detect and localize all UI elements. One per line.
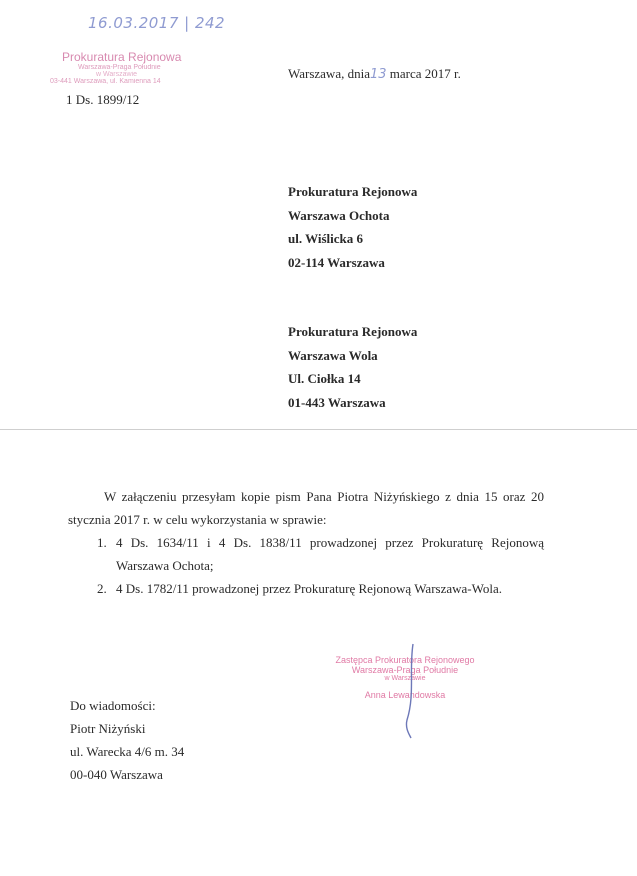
stamp-line: Zastępca Prokuratora Rejonowego	[335, 655, 475, 665]
cc-heading: Do wiadomości:	[70, 698, 156, 713]
handwritten-registration: 16.03.2017 | 242	[88, 14, 226, 32]
stamp-line: Warszawa-Praga Południe	[351, 665, 459, 675]
recipient-address-1	[288, 184, 417, 278]
stamp-line: 03-441 Warszawa, ul. Kamienna 14	[50, 78, 161, 85]
stamp-line: w Warszawie	[384, 675, 426, 682]
date-day-handwritten: 13	[369, 67, 387, 82]
scan-artifact-line	[0, 429, 637, 430]
carbon-copy-block	[70, 694, 184, 786]
case-list-item: 1. 4 Ds. 1634/11 i 4 Ds. 1838/11 prowadzonej przez Prokuraturę Rejonową Warszawa Ochota;	[110, 531, 544, 577]
cc-street: ul. Warecka 4/6 m. 34	[70, 744, 185, 759]
date-prefix: Warszawa, dnia	[288, 66, 370, 81]
address-line: ul. Wiślicka 6	[288, 231, 364, 246]
address-line: 02-114 Warszawa	[288, 254, 385, 270]
address-line: 01-443 Warszawa	[288, 394, 386, 410]
signatory-name: Anna Lewandowska	[364, 690, 446, 700]
address-line: Ul. Ciołka 14	[288, 371, 361, 386]
letter-body	[68, 485, 544, 600]
date-suffix: marca 2017 r.	[389, 66, 461, 81]
case-number: 1 Ds. 1899/12	[66, 92, 140, 107]
prosecutor-office-stamp	[50, 50, 200, 85]
stamp-line: Prokuratura Rejonowa	[62, 50, 182, 64]
address-line: Warszawa Wola	[288, 347, 378, 363]
cc-city: 00-040 Warszawa	[70, 767, 163, 782]
recipient-address-2	[288, 324, 417, 418]
address-line: Prokuratura Rejonowa	[288, 324, 418, 339]
address-line: Warszawa Ochota	[288, 207, 390, 223]
address-line: Prokuratura Rejonowa	[288, 184, 418, 199]
cc-name: Piotr Niżyński	[70, 721, 146, 736]
handwritten-signature-icon	[395, 640, 425, 740]
place-date	[288, 66, 461, 82]
stamp-line: Warszawa-Praga Południe	[78, 64, 161, 71]
case-list	[68, 531, 544, 600]
case-list-item: 2. 4 Ds. 1782/11 prowadzonej przez Prokuraturę Rejonową Warszawa-Wola.	[110, 577, 544, 600]
stamp-line: w Warszawie	[96, 71, 137, 78]
body-intro: W załączeniu przesyłam kopie pism Pana Piotra Niżyńskiego z dnia 15 oraz 20 stycznia 2017 r. w celu wykorzystania w sprawie:	[68, 489, 544, 527]
